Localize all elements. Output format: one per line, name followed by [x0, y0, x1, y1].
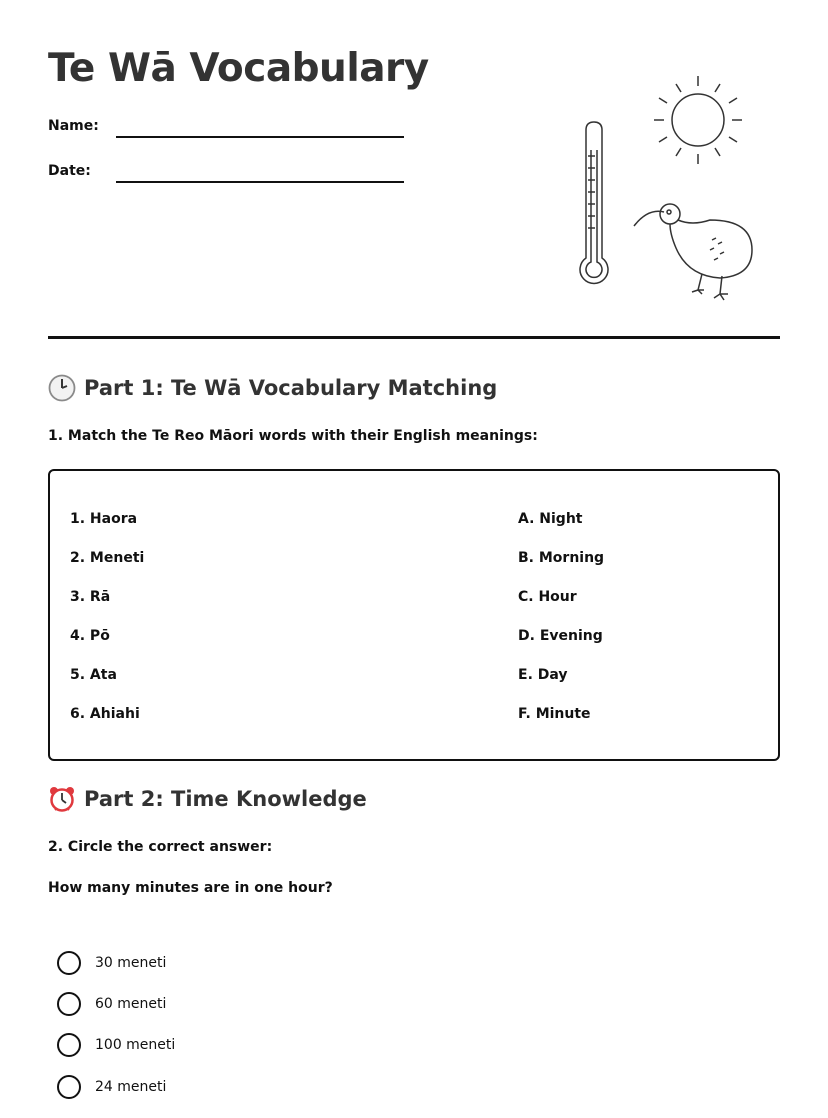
- match-left-item: 5. Ata: [70, 667, 117, 683]
- option-label: 60 meneti: [95, 995, 167, 1012]
- part1-title: Part 1: Te Wā Vocabulary Matching: [84, 376, 498, 400]
- page-title: Te Wā Vocabulary: [48, 46, 429, 91]
- match-right-item: C. Hour: [518, 589, 577, 605]
- name-label: Name:: [48, 118, 99, 134]
- alarm-clock-icon: [48, 785, 76, 813]
- answer-option[interactable]: [57, 983, 175, 1024]
- matching-box: [48, 469, 780, 761]
- answer-option[interactable]: [57, 1025, 175, 1066]
- name-field-row: [48, 118, 404, 134]
- sun-icon: [654, 76, 742, 164]
- option-label: 24 meneti: [95, 1078, 167, 1095]
- section-divider: [48, 336, 780, 339]
- part1-question: 1. Match the Te Reo Māori words with their English meanings:: [48, 428, 538, 444]
- match-right-item: D. Evening: [518, 628, 603, 644]
- match-left-item: 2. Meneti: [70, 550, 145, 566]
- date-input-line[interactable]: [116, 169, 404, 183]
- kiwi-bird-icon: [634, 204, 752, 300]
- answer-option[interactable]: [57, 942, 175, 983]
- match-left-item: 1. Haora: [70, 511, 138, 527]
- answer-option[interactable]: [57, 1066, 175, 1107]
- match-right-item: B. Morning: [518, 550, 605, 566]
- radio-circle[interactable]: [57, 992, 81, 1016]
- weather-illustration: [570, 70, 760, 306]
- answer-options: [57, 942, 175, 1107]
- part2-heading: [48, 785, 367, 813]
- name-input-line[interactable]: [116, 124, 404, 138]
- part2-title: Part 2: Time Knowledge: [84, 787, 367, 811]
- thermometer-icon: [580, 122, 608, 283]
- part2-question: 2. Circle the correct answer:: [48, 839, 273, 855]
- radio-circle[interactable]: [57, 1033, 81, 1057]
- part1-heading: [48, 374, 497, 402]
- clock-icon: [48, 374, 76, 402]
- radio-circle[interactable]: [57, 1075, 81, 1099]
- match-right-item: F. Minute: [518, 706, 591, 722]
- match-left-item: 3. Rā: [70, 589, 111, 605]
- match-right-item: A. Night: [518, 511, 583, 527]
- match-left-item: 6. Ahiahi: [70, 706, 140, 722]
- match-left-item: 4. Pō: [70, 628, 110, 644]
- option-label: 100 meneti: [95, 1037, 176, 1054]
- maori-words-column: [70, 509, 144, 743]
- date-label: Date:: [48, 163, 91, 179]
- radio-circle[interactable]: [57, 951, 81, 975]
- match-right-item: E. Day: [518, 667, 568, 683]
- english-meanings-column: [518, 509, 604, 743]
- date-field-row: [48, 163, 404, 179]
- option-label: 30 meneti: [95, 954, 167, 971]
- part2-prompt: How many minutes are in one hour?: [48, 880, 333, 896]
